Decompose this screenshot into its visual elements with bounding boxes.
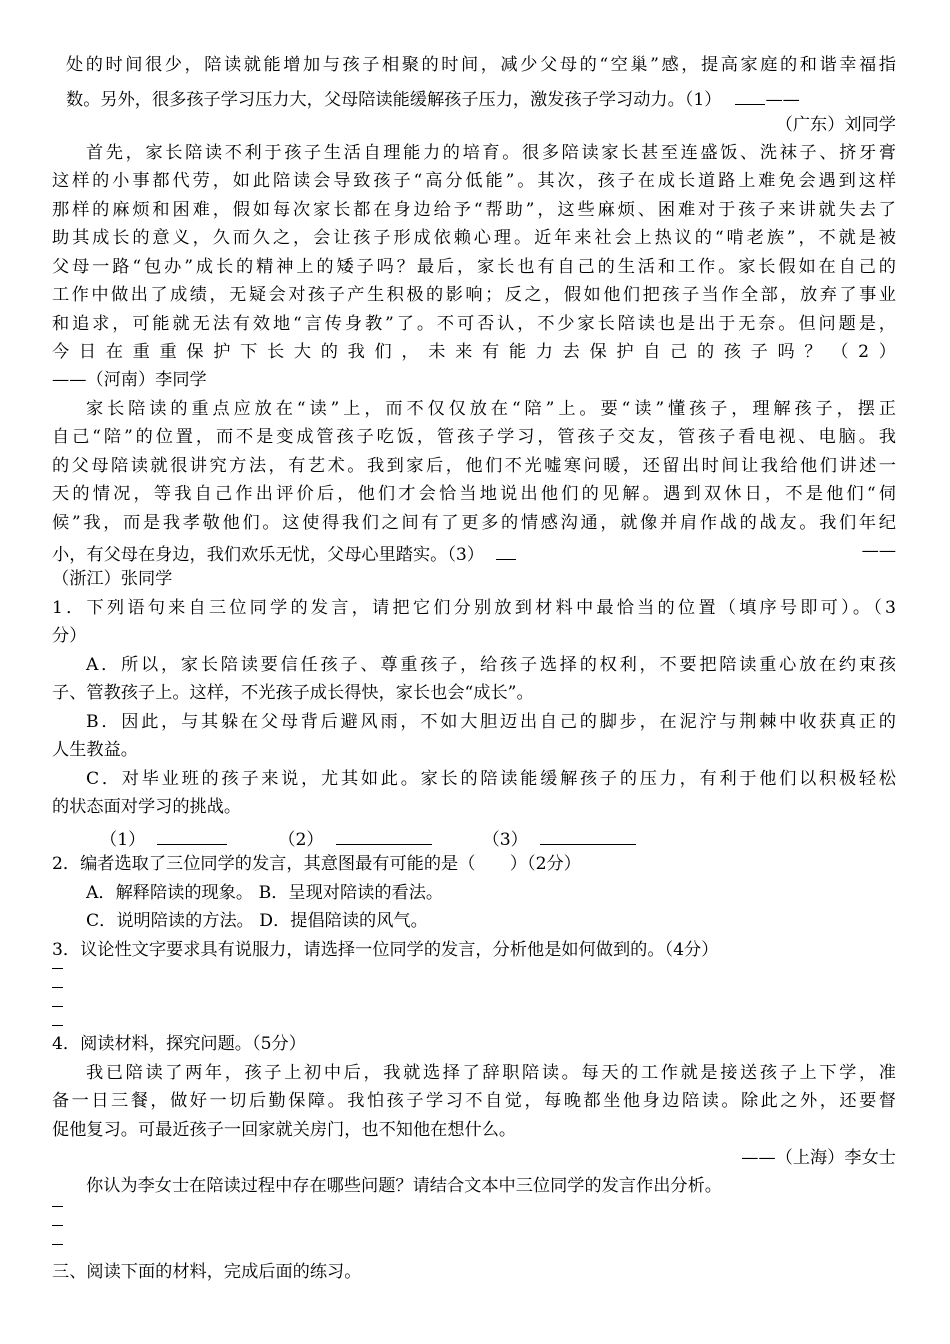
option-b: B．因此，与其躲在父母背后避风雨，不如大胆迈出自己的脚步，在泥泞与荆棘中收获真正的 bbox=[86, 712, 896, 732]
passage-line: 这样的小事都代劳，如此陪读会导致孩子“高分低能”。其次，孩子在成长道路上难免会遇到这样 bbox=[52, 171, 896, 191]
answer-line[interactable] bbox=[52, 1244, 63, 1245]
answer-line[interactable] bbox=[52, 968, 63, 969]
question-2-options: C．说明陪读的方法。 D．提倡陪读的风气。 bbox=[86, 911, 428, 931]
passage-line: 父母一路“包办”成长的精神上的矮子吗？最后，家长也有自己的生活和工作。家长假如在自己的 bbox=[52, 257, 896, 277]
passage-line: 和追求，可能就无法有效地“言传身教”了。不可否认，不少家长陪读也是出于无奈。但问题是， bbox=[52, 314, 896, 334]
passage-line bbox=[66, 88, 800, 109]
question-4-stem: 4．阅读材料，探究问题。（5分） bbox=[52, 1034, 306, 1054]
blank-label-2: （2） bbox=[278, 830, 324, 850]
signature-henan: ——（河南）李同学 bbox=[52, 370, 207, 390]
answer-blank-3 bbox=[496, 543, 516, 560]
passage-line bbox=[52, 543, 516, 564]
passage-line: 工作中做出了成绩，无疑会对孩子产生积极的影响；反之，假如他们把孩子当作全部，放弃了事业 bbox=[52, 285, 896, 305]
question-4-prompt: 你认为李女士在陪读过程中存在哪些问题？请结合文本中三位同学的发言作出分析。 bbox=[86, 1176, 722, 1196]
option-b: 人生教益。 bbox=[52, 740, 138, 760]
question-2-options: A．解释陪读的现象。 B．呈现对陪读的看法。 bbox=[86, 883, 444, 903]
passage-line: 候”我，而是我孝敬他们。这使得我们之间有了更多的情感沟通，就像并肩作战的战友。我们年纪 bbox=[52, 513, 896, 533]
answer-line[interactable] bbox=[52, 1225, 63, 1226]
blank-label-1: （1） bbox=[100, 830, 146, 850]
passage-line: 今日在重重保护下长大的我们，未来有能力去保护自己的孩子吗？（2） bbox=[52, 342, 896, 362]
option-c: 的状态面对学习的挑战。 bbox=[52, 797, 242, 817]
option-c: C．对毕业班的孩子来说，尤其如此。家长的陪读能缓解孩子的压力，有利于他们以积极轻松 bbox=[86, 769, 896, 789]
question-4-material: 促他复习。可最近孩子一回家就关房门，也不知他在想什么。 bbox=[52, 1120, 517, 1140]
passage-text: 小，有父母在身边，我们欢乐无忧，父母心里踏实。（3） bbox=[52, 545, 485, 565]
signature-zhejiang: （浙江）张同学 bbox=[52, 569, 173, 589]
question-1-stem: 1．下列语句来自三位同学的发言，请把它们分别放到材料中最恰当的位置（填序号即可）。（3 bbox=[52, 598, 896, 618]
question-4-material: 我已陪读了两年，孩子上初中后，我就选择了辞职陪读。每天的工作就是接送孩子上下学，准 bbox=[86, 1063, 896, 1083]
passage-line: 家长陪读的重点应放在“读”上，而不仅仅放在“陪”上。要“读”懂孩子，理解孩子，摆正 bbox=[86, 399, 896, 419]
option-a: A．所以，家长陪读要信任孩子、尊重孩子，给孩子选择的权利，不要把陪读重心放在约束孩 bbox=[86, 655, 896, 675]
passage-line: 助其成长的意义，久而久之，会让孩子形成依赖心理。近年来社会上热议的“啃老族”，不就是被 bbox=[52, 228, 896, 248]
question-4-material: 备一日三餐，做好一切后勤保障。我怕孩子学习不自觉，每晚都坐他身边陪读。除此之外，还要督 bbox=[52, 1091, 896, 1111]
answer-line[interactable] bbox=[52, 987, 63, 988]
answer-line-3[interactable] bbox=[540, 828, 636, 845]
passage-line: 处的时间很少，陪读就能增加与孩子相聚的时间，减少父母的“空巢”感，提高家庭的和谐幸福指 bbox=[66, 55, 896, 75]
dash-mark: —— bbox=[861, 541, 896, 561]
question-2-stem: 2．编者选取了三位同学的发言，其意图最有可能的是（ ）（2分） bbox=[52, 854, 581, 874]
passage-line: 那样的麻烦和困难，假如每次家长都在身边给予“帮助”，这些麻烦、困难对于孩子来讲就失去了 bbox=[52, 200, 896, 220]
passage-line: 自己“陪”的位置，而不是变成管孩子吃饭，管孩子学习，管孩子交友，管孩子看电视、电脑。我 bbox=[52, 427, 896, 447]
passage-line: 天的情况，等我自己作出评价后，他们才会恰当地说出他们的见解。遇到双休日，不是他们“伺 bbox=[52, 484, 896, 504]
answer-line[interactable] bbox=[52, 1006, 63, 1007]
blank-label-3: （3） bbox=[482, 830, 528, 850]
passage-line: 首先，家长陪读不利于孩子生活自理能力的培育。很多陪读家长甚至连盛饭、洗袜子、挤牙膏 bbox=[86, 143, 896, 163]
question-1-answers bbox=[100, 828, 636, 849]
answer-line[interactable] bbox=[52, 1206, 63, 1207]
question-1-stem: 分） bbox=[52, 626, 87, 646]
answer-blank-1 bbox=[735, 88, 765, 105]
option-a: 子、管教孩子上。这样，不光孩子成长得快，家长也会“成长”。 bbox=[52, 683, 534, 703]
answer-line-2[interactable] bbox=[336, 828, 432, 845]
signature-shanghai: ——（上海）李女士 bbox=[741, 1148, 896, 1168]
answer-line-1[interactable] bbox=[157, 828, 227, 845]
answer-line[interactable] bbox=[52, 1025, 63, 1026]
dash-mark: —— bbox=[765, 90, 800, 110]
passage-text: 数。另外，很多孩子学习压力大，父母陪读能缓解孩子压力，激发孩子学习动力。（1） bbox=[66, 90, 722, 110]
signature-guangdong: （广东）刘同学 bbox=[775, 115, 896, 135]
passage-line: 的父母陪读就很讲究方法，有艺术。我到家后，他们不光嘘寒问暖，还留出时间让我给他们讲述一 bbox=[52, 456, 896, 476]
question-3-stem: 3．议论性文字要求具有说服力，请选择一位同学的发言，分析他是如何做到的。（4分） bbox=[52, 940, 719, 960]
section-3-heading: 三、阅读下面的材料，完成后面的练习。 bbox=[52, 1262, 362, 1282]
